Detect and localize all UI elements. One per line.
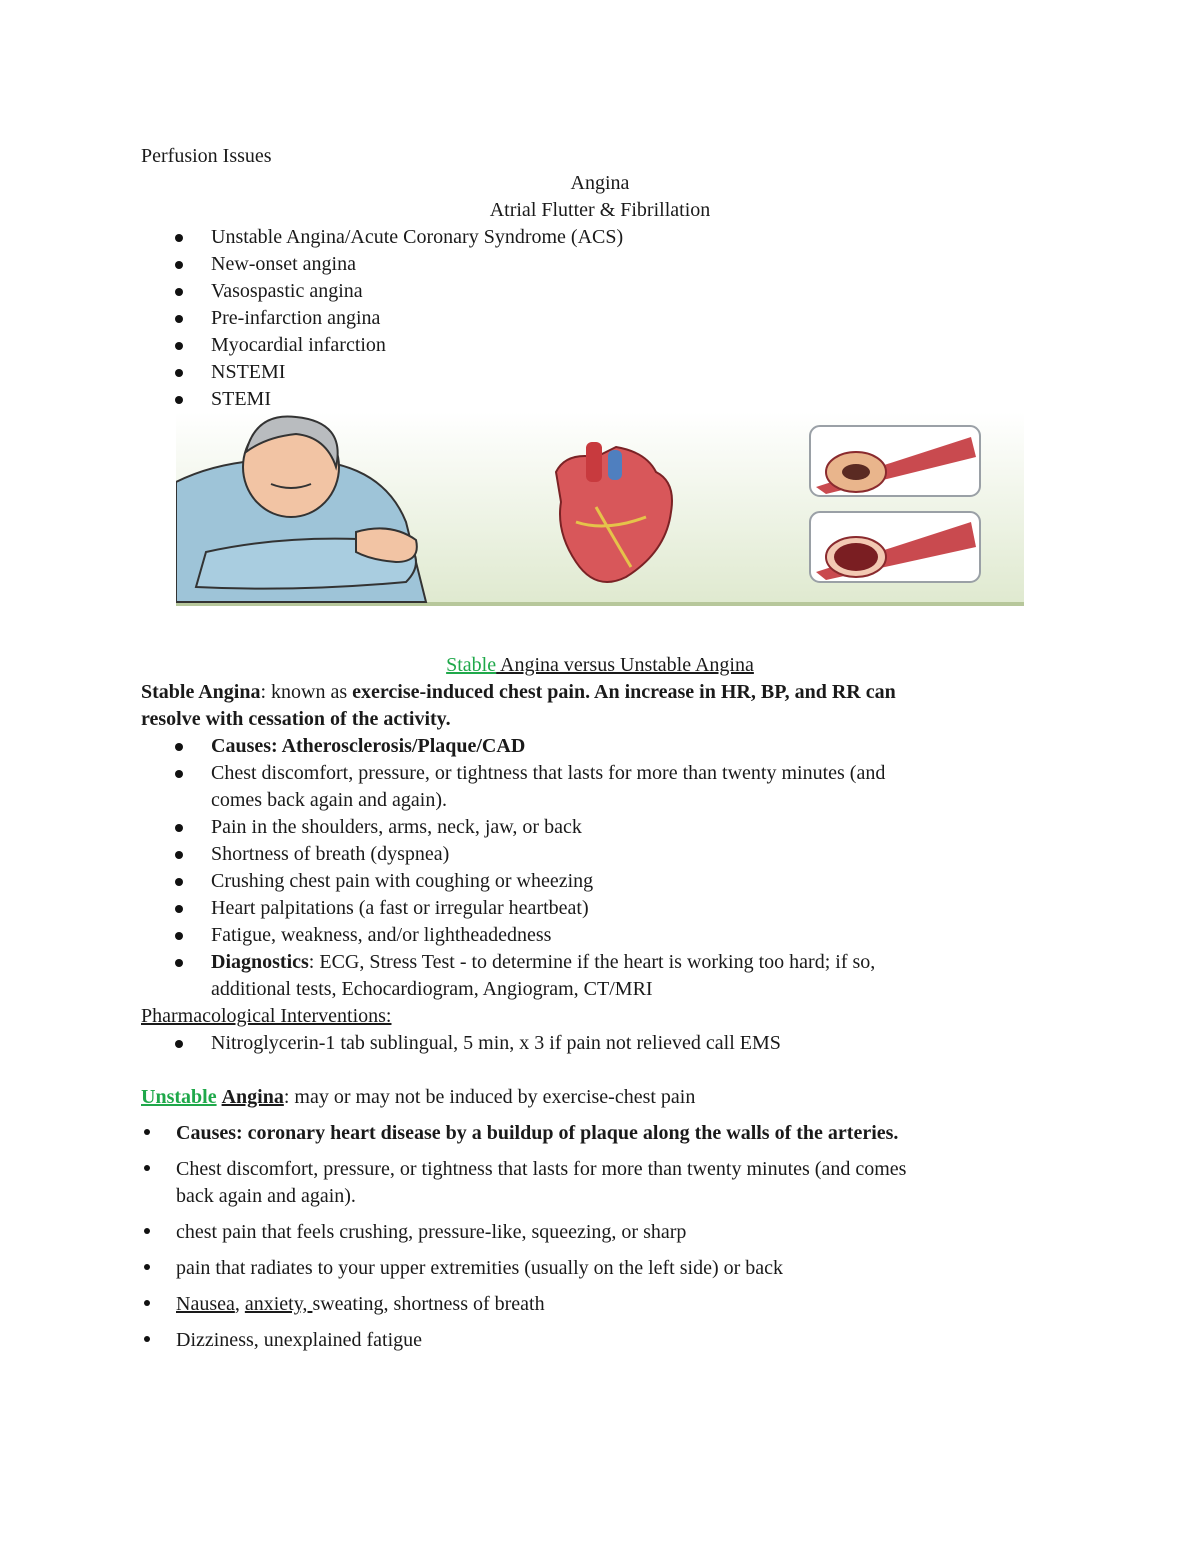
list-item: Pre-infarction angina (211, 305, 623, 332)
list-item: Diagnostics: ECG, Stress Test - to determine if the heart is working too hard; if so, additional tests, Echocardiogram, Angiogram, CT/MRI (211, 949, 885, 1003)
list-item: NSTEMI (211, 359, 623, 386)
blocked-artery-icon (810, 426, 980, 496)
list-item: Dizziness, unexplained fatigue (176, 1327, 906, 1363)
heading-atrial-flutter: Atrial Flutter & Fibrillation (489, 199, 711, 221)
list-item: Pain in the shoulders, arms, neck, jaw, or back (211, 814, 885, 841)
list-item: STEMI (211, 386, 623, 413)
acs-list (211, 224, 623, 413)
section-title: Stable Angina versus Unstable Angina (446, 654, 754, 676)
heading-angina: Angina (570, 172, 630, 194)
pharm-title: Pharmacological Interventions: (141, 1005, 392, 1027)
healthy-artery-icon (810, 512, 980, 582)
stable-definition-line2: resolve with cessation of the activity. (141, 708, 451, 730)
list-item: Vasospastic angina (211, 278, 623, 305)
list-item: Heart palpitations (a fast or irregular heartbeat) (211, 895, 885, 922)
list-item: Crushing chest pain with coughing or wheezing (211, 868, 885, 895)
unstable-list (176, 1120, 906, 1363)
stable-list (211, 733, 885, 1003)
list-item: Shortness of breath (dyspnea) (211, 841, 885, 868)
pharm-list (211, 1030, 781, 1057)
list-item: New-onset angina (211, 251, 623, 278)
list-item: Chest discomfort, pressure, or tightness that lasts for more than twenty minutes (and comes back again and again). (211, 760, 885, 814)
stable-definition: Stable Angina: known as exercise-induced chest pain. An increase in HR, BP, and RR can (141, 681, 896, 703)
list-item: Unstable Angina/Acute Coronary Syndrome (ACS) (211, 224, 623, 251)
unstable-definition: Unstable Angina: may or may not be induced by exercise-chest pain (141, 1086, 696, 1108)
list-item: pain that radiates to your upper extremities (usually on the left side) or back (176, 1255, 906, 1291)
angina-illustration (176, 412, 1024, 606)
list-item: Causes: Atherosclerosis/Plaque/CAD (211, 733, 885, 760)
list-item: Nausea, anxiety, sweating, shortness of breath (176, 1291, 906, 1327)
list-item: chest pain that feels crushing, pressure-like, squeezing, or sharp (176, 1219, 906, 1255)
list-item: Myocardial infarction (211, 332, 623, 359)
document-title: Perfusion Issues (141, 145, 272, 167)
list-item: Causes: coronary heart disease by a buildup of plaque along the walls of the arteries. (176, 1120, 906, 1156)
list-item: Fatigue, weakness, and/or lightheadedness (211, 922, 885, 949)
list-item: Chest discomfort, pressure, or tightness that lasts for more than twenty minutes (and comes back again and again). (176, 1156, 906, 1219)
list-item: Nitroglycerin-1 tab sublingual, 5 min, x 3 if pain not relieved call EMS (211, 1030, 781, 1057)
